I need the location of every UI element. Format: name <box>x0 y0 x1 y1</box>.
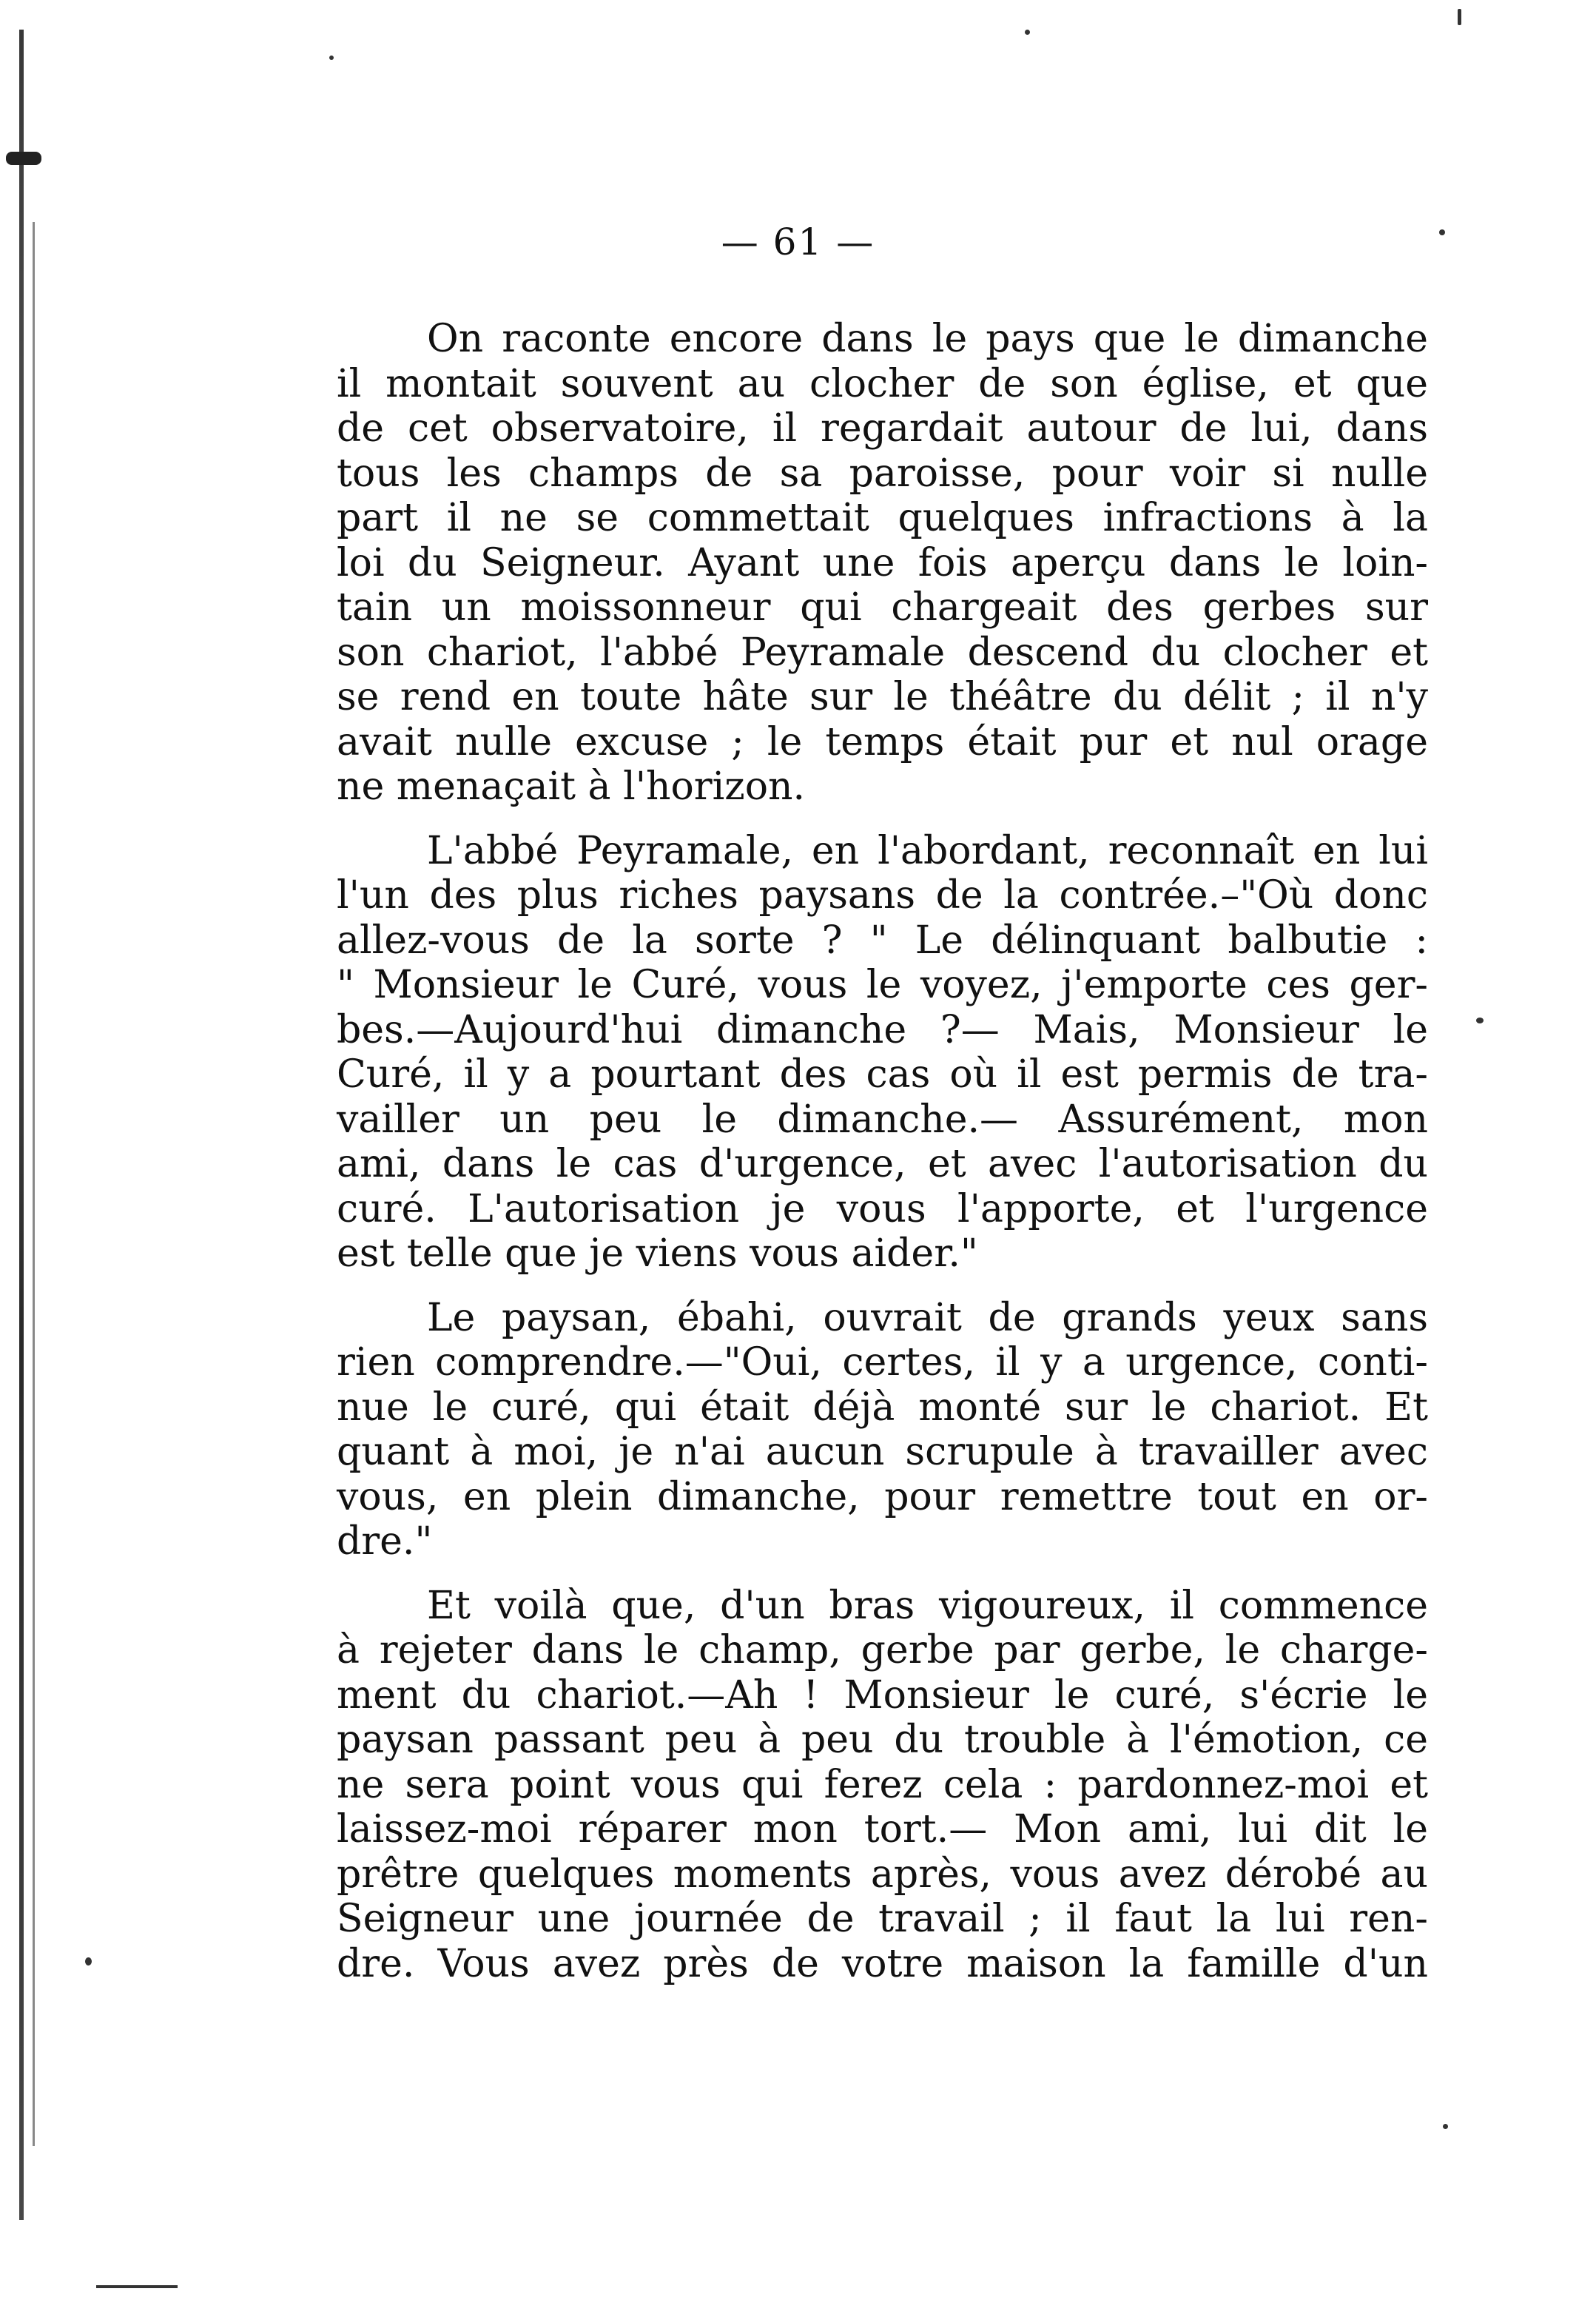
text-line: Le paysan, ébahi, ouvrait de grands yeux sans <box>427 1295 1428 1340</box>
text-line: l'un des plus riches paysans de la contrée.–"Où donc <box>337 873 1428 918</box>
bottom-edge-mark <box>96 2285 178 2288</box>
text-line: avait nulle excuse ; le temps était pur et nul orage <box>337 719 1428 764</box>
text-line: bes.—Aujourd'hui dimanche ?— Mais, Monsieur le <box>337 1007 1428 1052</box>
page-number: — 61 — <box>721 221 875 263</box>
text-line: rien comprendre.—"Oui, certes, il y a urgence, conti- <box>337 1340 1428 1385</box>
binding-mark <box>6 152 41 165</box>
text-line: nue le curé, qui était déjà monté sur le chariot. Et <box>337 1385 1428 1430</box>
text-line: à rejeter dans le champ, gerbe par gerbe, le charge- <box>337 1628 1428 1672</box>
text-line: L'abbé Peyramale, en l'abordant, reconnaît en lui <box>427 828 1428 873</box>
paragraph <box>337 829 1428 1277</box>
text-line: ne sera point vous qui ferez cela : pardonnez-moi et <box>337 1762 1428 1807</box>
print-speck <box>1476 1018 1484 1023</box>
paragraph <box>337 317 1428 810</box>
text-line: Seigneur une journée de travail ; il faut la lui ren- <box>337 1897 1428 1941</box>
text-line: son chariot, l'abbé Peyramale descend du clocher et <box>337 630 1428 675</box>
print-speck <box>1025 30 1030 35</box>
text-line: part il ne se commettait quelques infractions à la <box>337 496 1428 540</box>
text-line: tous les champs de sa paroisse, pour voir si nulle <box>337 451 1428 496</box>
text-line: laissez-moi réparer mon tort.— Mon ami, lui dit le <box>337 1807 1428 1852</box>
print-speck <box>1458 9 1461 25</box>
binding-edge-shadow <box>33 222 35 2146</box>
text-line: ami, dans le cas d'urgence, et avec l'autorisation du <box>337 1142 1428 1186</box>
text-line: dre." <box>337 1519 433 1564</box>
text-line: tain un moissonneur qui chargeait des gerbes sur <box>337 585 1428 630</box>
text-line: est telle que je viens vous aider." <box>337 1231 978 1276</box>
text-line: se rend en toute hâte sur le théâtre du délit ; il n'y <box>337 675 1428 719</box>
paragraph <box>337 1584 1428 1987</box>
text-line: On raconte encore dans le pays que le dimanche <box>427 317 1428 361</box>
paragraph <box>337 1296 1428 1564</box>
text-line: ment du chariot.—Ah ! Monsieur le curé, s'écrie le <box>337 1672 1428 1718</box>
text-line: " Monsieur le Curé, vous le voyez, j'emporte ces ger- <box>337 963 1428 1007</box>
text-line: vous, en plein dimanche, pour remettre tout en or- <box>337 1474 1428 1519</box>
text-line: loi du Seigneur. Ayant une fois aperçu dans le loin- <box>337 540 1428 585</box>
text-line: ne menaçait à l'horizon. <box>337 764 806 809</box>
text-line: quant à moi, je n'ai aucun scrupule à travailler avec <box>337 1430 1428 1474</box>
binding-edge-line <box>19 30 24 2220</box>
print-speck <box>329 56 334 60</box>
text-line: de cet observatoire, il regardait autour de lui, dans <box>337 406 1428 451</box>
text-line: dre. Vous avez près de votre maison la famille d'un <box>337 1941 1428 1986</box>
body-text <box>337 317 1428 2005</box>
text-line: Curé, il y a pourtant des cas où il est permis de tra- <box>337 1052 1428 1097</box>
text-line: vailler un peu le dimanche.— Assurément, mon <box>337 1097 1428 1142</box>
text-line: paysan passant peu à peu du trouble à l'émotion, ce <box>337 1718 1428 1762</box>
print-speck <box>1443 2124 1448 2129</box>
print-speck <box>85 1957 92 1966</box>
text-line: curé. L'autorisation je vous l'apporte, et l'urgence <box>337 1186 1428 1231</box>
text-line: il montait souvent au clocher de son église, et que <box>337 361 1428 406</box>
text-line: Et voilà que, d'un bras vigoureux, il commence <box>427 1583 1428 1628</box>
text-line: prêtre quelques moments après, vous avez dérobé au <box>337 1852 1428 1897</box>
text-line: allez-vous de la sorte ? " Le délinquant balbutie : <box>337 918 1428 963</box>
